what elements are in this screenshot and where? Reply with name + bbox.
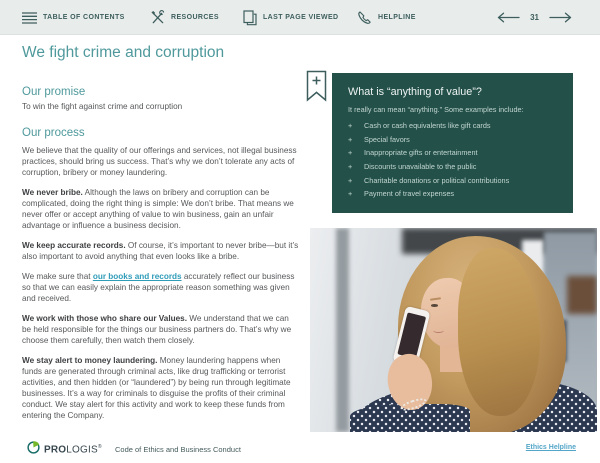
list-item-text: Cash or cash equivalents like gift cards (364, 121, 491, 130)
callout-title: What is “anything of value”? (348, 86, 482, 98)
callout-list (348, 122, 559, 199)
last-page-viewed-button[interactable] (243, 0, 339, 35)
registered-mark: ® (97, 444, 102, 451)
page-number: 31 (530, 13, 539, 22)
bookmark-add-icon[interactable] (306, 70, 327, 102)
previous-page-arrow-icon[interactable] (497, 12, 520, 23)
plus-bullet-icon: + (348, 134, 353, 144)
prologis-logo (27, 441, 102, 459)
paragraph-text: Money laundering happens when funds are generated through criminal acts, like drug trafficking or terrorist activities, and then hidden (or “laundered”) by being run through legitimate businesses. It’s a way for criminals to disguise the profits of their criminal conduct. We stay alert for this activity and work to keep these funds from entering the Company. (22, 356, 291, 420)
list-item-text: Inappropriate gifts or entertainment (364, 148, 478, 158)
list-item (348, 163, 559, 172)
photo-shelf-object (567, 276, 597, 314)
page-navigation (497, 0, 572, 35)
photo-eye (431, 304, 438, 307)
paragraph-text: We believe that the quality of our offerings and services, not illegal business practices, should bring us success. That’s why we don’t tolerate any acts of corruption, bribery or money laundering. (22, 146, 297, 177)
document-title: Code of Ethics and Business Conduct (115, 445, 241, 454)
promise-heading: Our promise (22, 86, 86, 98)
helpline-button[interactable] (356, 0, 416, 35)
logo-logis: LOGIS (66, 444, 98, 456)
paragraph-lead: We never bribe. (22, 188, 83, 197)
logo-pro: PRO (44, 444, 67, 456)
plus-bullet-icon: + (348, 162, 353, 172)
paragraph-lead: We work with those who share our Values. (22, 314, 188, 323)
plus-bullet-icon: + (348, 189, 353, 199)
anything-of-value-callout (332, 73, 573, 213)
paragraph-lead: We keep accurate records. (22, 241, 126, 250)
prologis-logo-text (44, 444, 102, 455)
paragraph-never-bribe (22, 187, 300, 231)
books-and-records-link[interactable]: our books and records (92, 272, 182, 281)
list-item (348, 177, 559, 186)
paragraph-text: accurately reflect our business so that we can easily explain the appropriate reason something was given and received. (22, 272, 295, 303)
paragraph-accurate-records (22, 240, 300, 262)
phone-icon (356, 10, 372, 26)
callout-intro: It really can mean “anything.” Some examples include: (348, 105, 524, 114)
table-of-contents-label: TABLE OF CONTENTS (43, 14, 125, 21)
list-item (348, 149, 559, 158)
helpline-label: HELPLINE (378, 14, 416, 21)
paragraph-believe (22, 145, 300, 178)
resources-button[interactable] (150, 0, 219, 35)
plus-bullet-icon: + (348, 121, 353, 130)
plus-bullet-icon: + (348, 175, 353, 185)
main-content (22, 44, 300, 430)
list-item-text: Payment of travel expenses (364, 189, 455, 199)
plus-bullet-icon: + (348, 148, 353, 158)
prologis-logo-icon (27, 441, 40, 459)
table-of-contents-button[interactable] (22, 0, 125, 35)
list-item (348, 136, 559, 145)
page-title: We fight crime and corruption (22, 44, 225, 61)
paragraph-lead: We stay alert to money laundering. (22, 356, 158, 365)
ethics-helpline-link[interactable]: Ethics Helpline (525, 444, 576, 451)
photo-mouth (433, 328, 444, 333)
list-item (348, 122, 559, 131)
last-page-viewed-label: LAST PAGE VIEWED (263, 14, 339, 21)
promise-text: To win the fight against crime and corruption (22, 102, 183, 111)
paragraph-money-laundering (22, 355, 300, 421)
photo-woman-on-phone (310, 228, 597, 432)
hamburger-icon (22, 12, 37, 24)
paragraph-text: Of course, it’s important to never bribe—but it’s also important to avoid anything that even looks like a bribe. (22, 241, 299, 261)
pages-icon (243, 10, 257, 26)
process-heading: Our process (22, 127, 85, 139)
tools-icon (150, 10, 165, 25)
list-item-text: Special favors (364, 134, 410, 144)
resources-label: RESOURCES (171, 14, 219, 21)
footer (0, 435, 600, 463)
list-item-text: Charitable donations or political contributions (364, 175, 510, 185)
paragraph-books-and-records (22, 271, 300, 304)
next-page-arrow-icon[interactable] (549, 12, 572, 23)
paragraph-text: Although the laws on bribery and corruption can be complicated, doing the right thing is simple: We don’t bribe. That means we never offer or accept anything of value to win business, gain an unfair advantage or influence a business decision. (22, 188, 294, 230)
list-item (348, 190, 559, 199)
paragraph-share-values (22, 313, 300, 346)
photo-window-frame (336, 228, 349, 432)
list-item-text: Discounts unavailable to the public (364, 162, 477, 172)
top-navigation-bar (0, 0, 600, 35)
paragraph-text: We make sure that (22, 272, 93, 281)
paragraph-text: We understand that we can be held responsible for the things our business partners do. That’s why we choose them carefully, then watch them closely. (22, 314, 292, 345)
